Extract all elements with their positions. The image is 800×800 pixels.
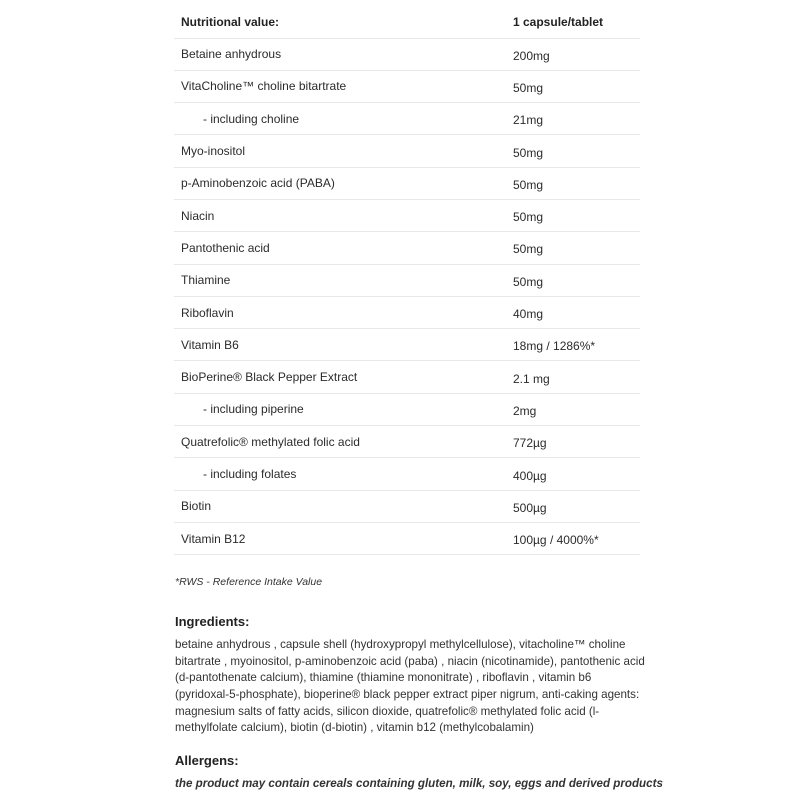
- footnote: *RWS - Reference Intake Value: [175, 576, 323, 589]
- nutrient-name: VitaCholine™ choline bitartrate: [181, 79, 347, 94]
- table-row: [174, 393, 640, 425]
- table-row: [174, 264, 640, 296]
- nutrient-name: Niacin: [181, 208, 215, 223]
- product-info: [174, 7, 663, 790]
- allergens-text: the product may contain cereals containing gluten, milk, soy, eggs and derived products: [175, 776, 663, 790]
- nutrient-amount: 50mg: [513, 242, 544, 257]
- table-row: [174, 329, 640, 361]
- table-row: [174, 38, 640, 70]
- nutrient-name: Vitamin B6: [181, 337, 239, 352]
- nutrient-amount: 21mg: [513, 113, 544, 128]
- table-row: [174, 522, 640, 554]
- nutrient-name: - including choline: [203, 111, 300, 126]
- ingredients-text: betaine anhydrous , capsule shell (hydroxypropyl methylcellulose), vitacholine™ choline bitartrate , myoinositol, p-aminobenzoic acid (paba) , niacin (nicotinamide), pantothenic acid (d-pantothenate calcium), thiamine (thiamine mononitrate) , riboflavin , vitamin b6 (pyridoxal-5-phosphate), bioperine® black pepper extract piper nigrum, anti-caking agents: magnesium salts of fatty acids, silicon dioxide, quatrefolic® methylated folic acid (l-methylfolate calcium), biotin (d-biotin) , vitamin b12 (methylcobalamin): [175, 638, 645, 735]
- nutrient-amount: 2.1 mg: [513, 371, 550, 386]
- table-row: [174, 232, 640, 264]
- table-row: [174, 199, 640, 231]
- table-row: [174, 361, 640, 393]
- nutrient-name: - including piperine: [203, 402, 304, 417]
- table-row: [174, 426, 640, 458]
- table-row: [174, 296, 640, 328]
- nutrient-amount: 500µg: [513, 500, 547, 515]
- allergens-heading: Allergens:: [175, 752, 239, 768]
- nutrient-name: Riboflavin: [181, 305, 234, 320]
- nutrient-name: Pantothenic acid: [181, 240, 270, 255]
- table-row: [174, 135, 640, 167]
- nutrient-name: - including folates: [203, 467, 297, 481]
- nutrient-name: BioPerine® Black Pepper Extract: [181, 370, 358, 385]
- nutrient-amount: 50mg: [513, 177, 544, 192]
- nutrient-name: Quatrefolic® methylated folic acid: [181, 434, 360, 449]
- nutrient-amount: 100µg / 4000%*: [513, 533, 599, 548]
- nutrition-table: [174, 7, 640, 555]
- nutrient-name: Myo-inositol: [181, 144, 246, 159]
- table-row: [174, 458, 640, 490]
- header-serving: 1 capsule/tablet: [513, 15, 604, 30]
- nutrient-amount: 40mg: [513, 307, 544, 322]
- nutrient-amount: 50mg: [513, 80, 544, 95]
- table-row: [174, 490, 640, 522]
- nutrient-amount: 772µg: [513, 436, 547, 451]
- table-row: [174, 70, 640, 102]
- nutrient-name: Thiamine: [181, 273, 231, 288]
- table-row: [174, 167, 640, 199]
- table-header-row: [174, 7, 640, 38]
- nutrient-name: Vitamin B12: [181, 531, 246, 546]
- ingredients-heading: Ingredients:: [175, 614, 250, 630]
- nutrient-amount: 50mg: [513, 210, 544, 225]
- nutrient-amount: 50mg: [513, 274, 544, 289]
- nutrient-name: Biotin: [181, 499, 212, 514]
- nutrient-name: Betaine anhydrous: [181, 47, 282, 62]
- nutrient-name: p-Aminobenzoic acid (PABA): [181, 176, 335, 191]
- table-row: [174, 103, 640, 135]
- nutrient-amount: 18mg / 1286%*: [513, 339, 596, 354]
- nutrient-amount: 50mg: [513, 145, 544, 160]
- header-nutritional-value: Nutritional value:: [181, 15, 280, 30]
- nutrient-amount: 2mg: [513, 403, 537, 418]
- nutrient-amount: 200mg: [513, 48, 550, 63]
- nutrient-amount: 400µg: [513, 468, 547, 483]
